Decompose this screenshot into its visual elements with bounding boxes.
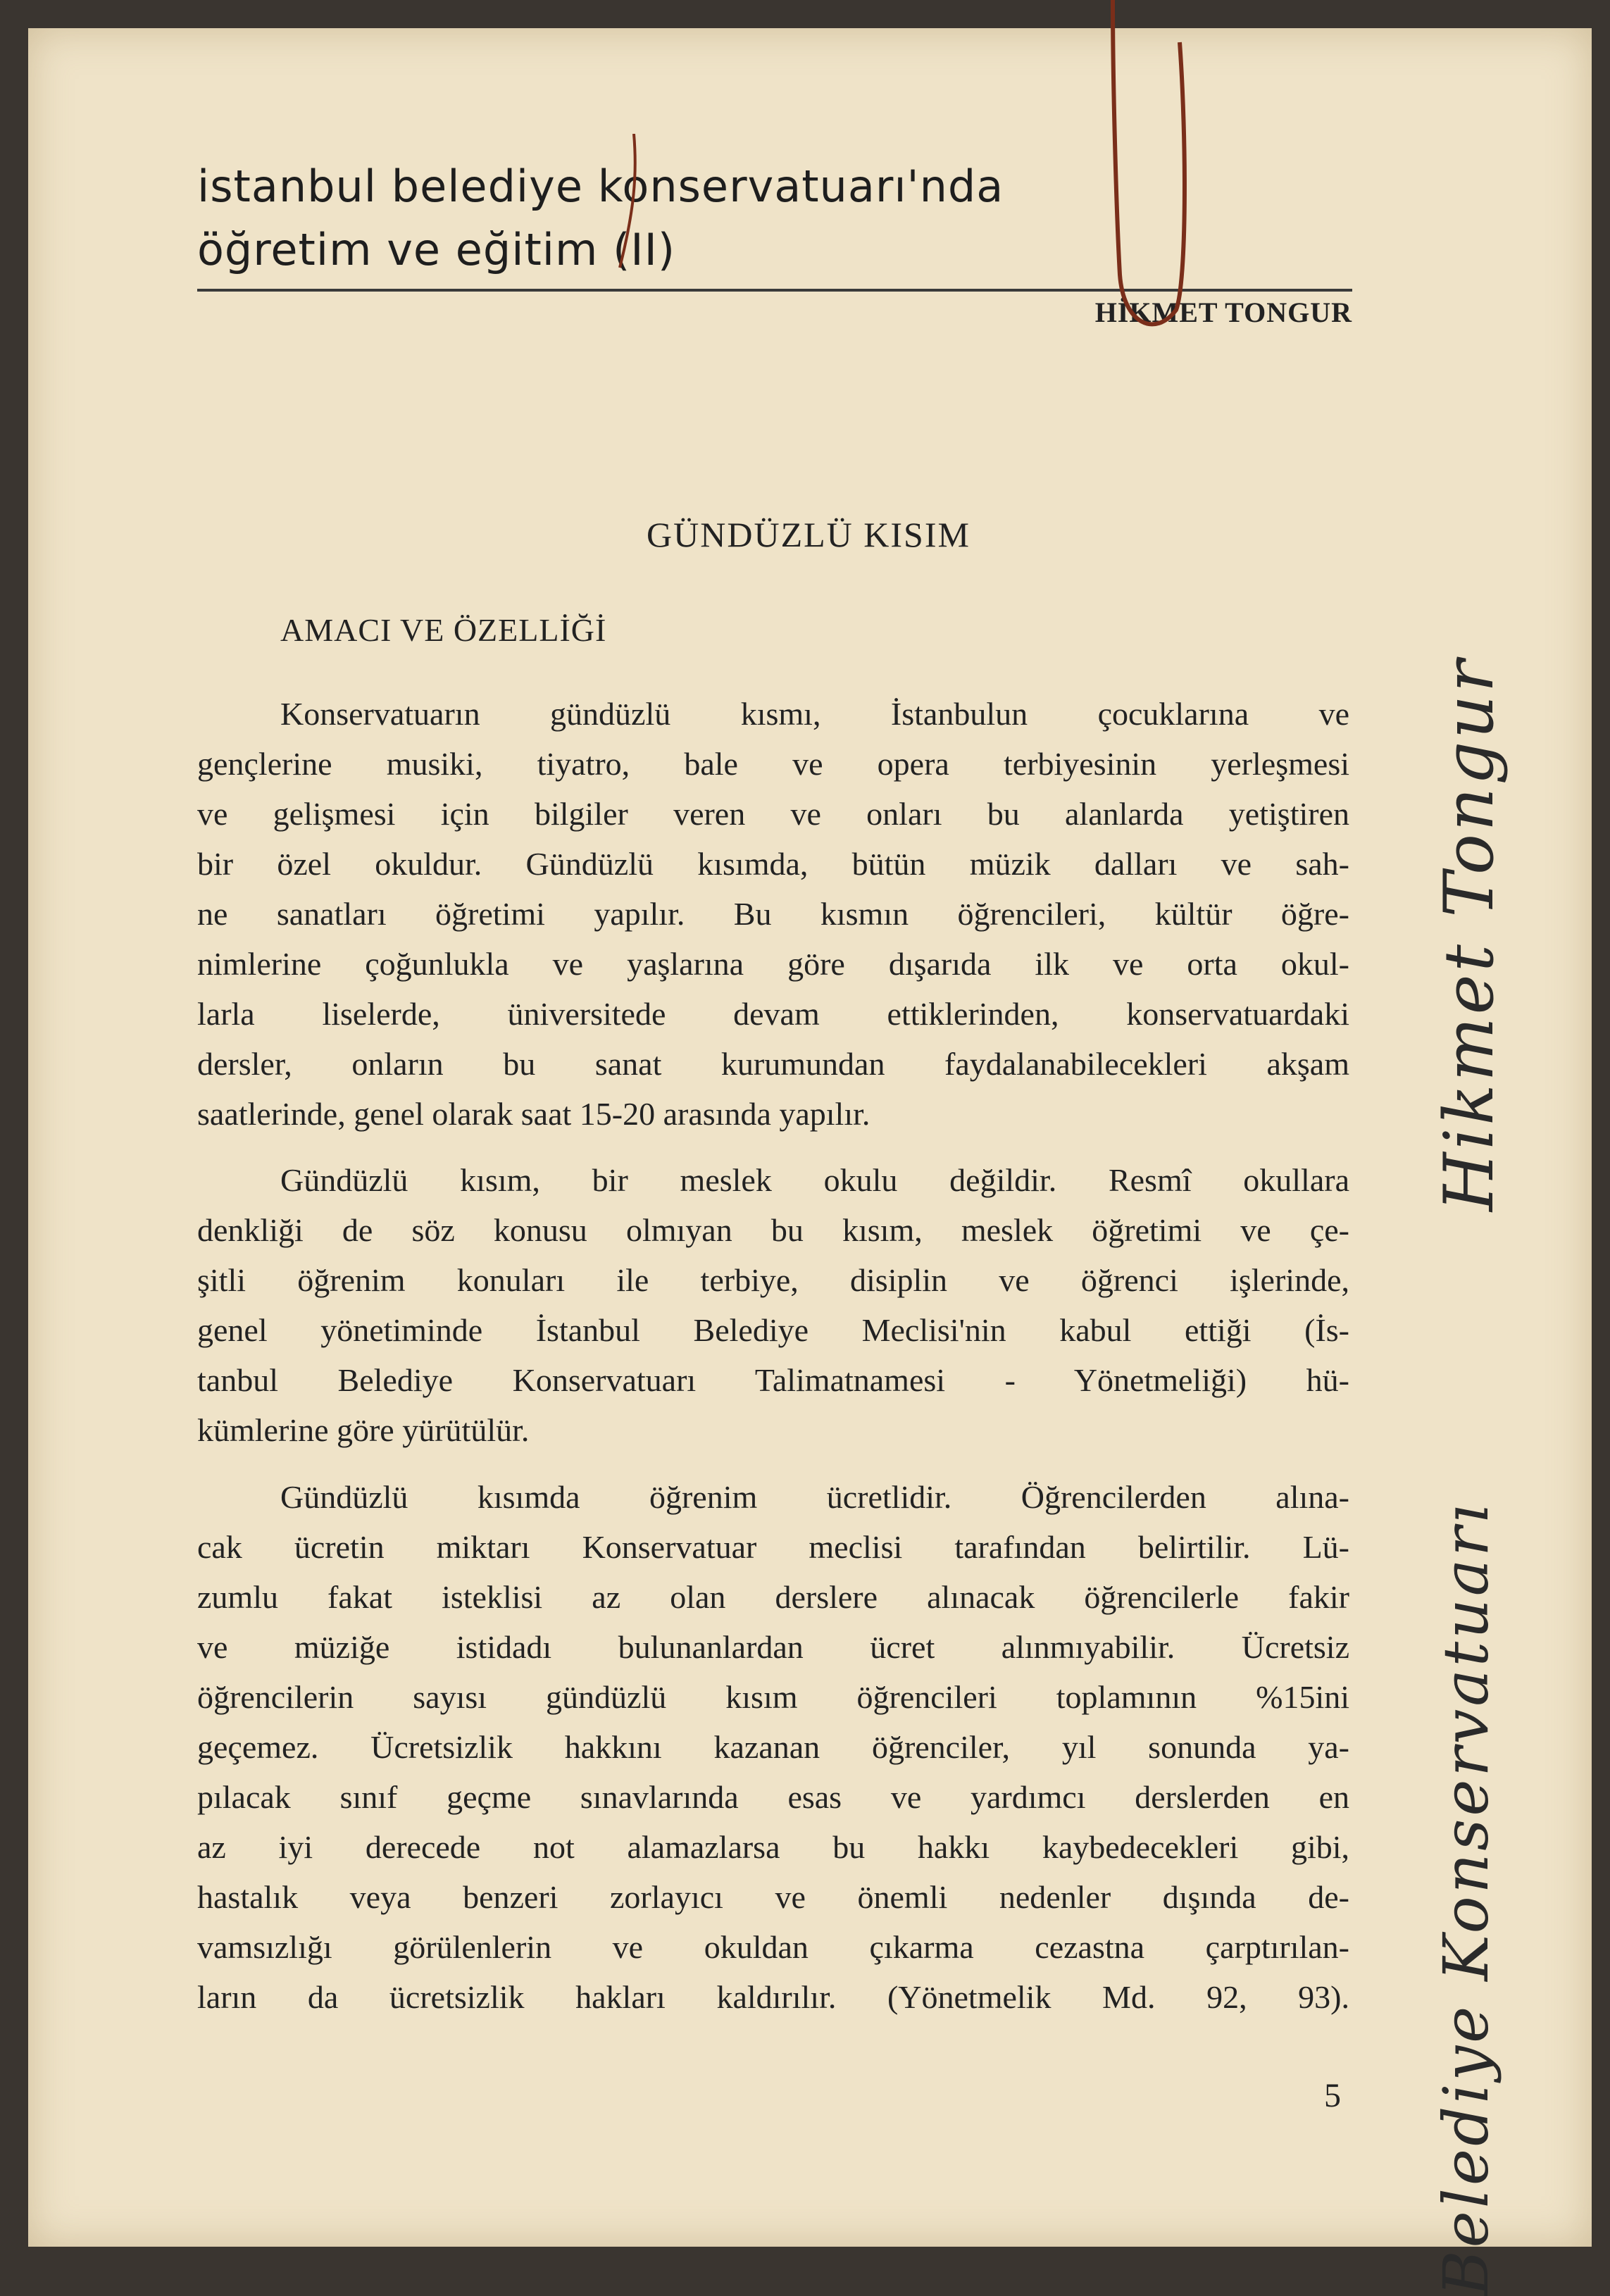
text-line: ve müziğe istidadı bulunanlardan ücret alınmıyabilir. Ücretsiz: [197, 1629, 1349, 1665]
handwritten-signature: Hikmet Tongur: [1430, 657, 1509, 1211]
paragraph-3: [197, 1472, 1349, 2022]
text-line: vamsızlığı görülenlerin ve okuldan çıkarma cezastna çarptırılan-: [197, 1929, 1349, 1965]
text-line: ların da ücretsizlik hakları kaldırılır. (Yönetmelik Md. 92, 93).: [197, 1979, 1349, 2015]
text-line: denkliği de söz konusu olmıyan bu kısım, meslek öğretimi ve çe-: [197, 1212, 1349, 1248]
text-line: larla liselerde, üniversitede devam ettiklerinden, konservatuardaki: [197, 996, 1349, 1032]
text-line: Gündüzlü kısım, bir meslek okulu değildir. Resmî okullara: [280, 1162, 1349, 1198]
text-line: pılacak sınıf geçme sınavlarında esas ve yardımcı derslerden en: [197, 1779, 1349, 1815]
text-line: şitli öğrenim konuları ile terbiye, disiplin ve öğrenci işlerinde,: [197, 1262, 1349, 1298]
text-line: tanbul Belediye Konservatuarı Talimatnamesi - Yönetmeliği) hü-: [197, 1362, 1349, 1398]
text-line: az iyi derecede not alamazlarsa bu hakkı kaybedecekleri gibi,: [197, 1829, 1349, 1865]
article-title-line-1: istanbul belediye konservatuarı'nda: [197, 161, 1004, 212]
pencil-stroke-icon: [613, 134, 655, 275]
text-line: dersler, onların bu sanat kurumundan faydalanabilecekleri akşam: [197, 1046, 1349, 1082]
text-line: nimlerine çoğunlukla ve yaşlarına göre dışarıda ilk ve orta okul-: [197, 946, 1349, 982]
handwritten-note: Belediye Konservatuarı: [1430, 1501, 1502, 2296]
paragraph-1: [197, 689, 1349, 1139]
text-line: kümlerine göre yürütülür.: [197, 1412, 530, 1448]
text-line: zumlu fakat isteklisi az olan derslere alınacak öğrencilerle fakir: [197, 1579, 1349, 1615]
page-number: 5: [1324, 2077, 1341, 2114]
author-name: HİKMET TONGUR: [1094, 297, 1352, 328]
text-line: ne sanatları öğretimi yapılır. Bu kısmın öğrencileri, kültür öğre-: [197, 896, 1349, 932]
text-line: gençlerine musiki, tiyatro, bale ve opera terbiyesinin yerleşmesi: [197, 746, 1349, 782]
pencil-mark-icon: [1099, 0, 1240, 366]
text-line: cak ücretin miktarı Konservatuar meclisi tarafından belirtilir. Lü-: [197, 1529, 1349, 1565]
text-line: bir özel okuldur. Gündüzlü kısımda, bütün müzik dalları ve sah-: [197, 846, 1349, 882]
subsection-title: AMACI VE ÖZELLİĞİ: [280, 612, 607, 648]
text-line: saatlerinde, genel olarak saat 15-20 arasında yapılır.: [197, 1096, 870, 1132]
text-line: hastalık veya benzeri zorlayıcı ve önemli nedenler dışında de-: [197, 1879, 1349, 1915]
text-line: Konservatuarın gündüzlü kısmı, İstanbulun çocuklarına ve: [280, 696, 1349, 732]
article-title-line-2: öğretim ve eğitim (II): [197, 224, 676, 275]
section-title: GÜNDÜZLÜ KISIM: [647, 515, 971, 554]
text-line: genel yönetiminde İstanbul Belediye Meclisi'nin kabul ettiği (İs-: [197, 1312, 1349, 1348]
text-line: ve gelişmesi için bilgiler veren ve onları bu alanlarda yetiştiren: [197, 796, 1349, 832]
paragraph-2: [197, 1155, 1349, 1455]
text-line: Gündüzlü kısımda öğrenim ücretlidir. Öğrencilerden alına-: [280, 1479, 1349, 1515]
text-line: öğrencilerin sayısı gündüzlü kısım öğrencileri toplamının %15ini: [197, 1679, 1349, 1715]
text-line: geçemez. Ücretsizlik hakkını kazanan öğrenciler, yıl sonunda ya-: [197, 1729, 1349, 1765]
